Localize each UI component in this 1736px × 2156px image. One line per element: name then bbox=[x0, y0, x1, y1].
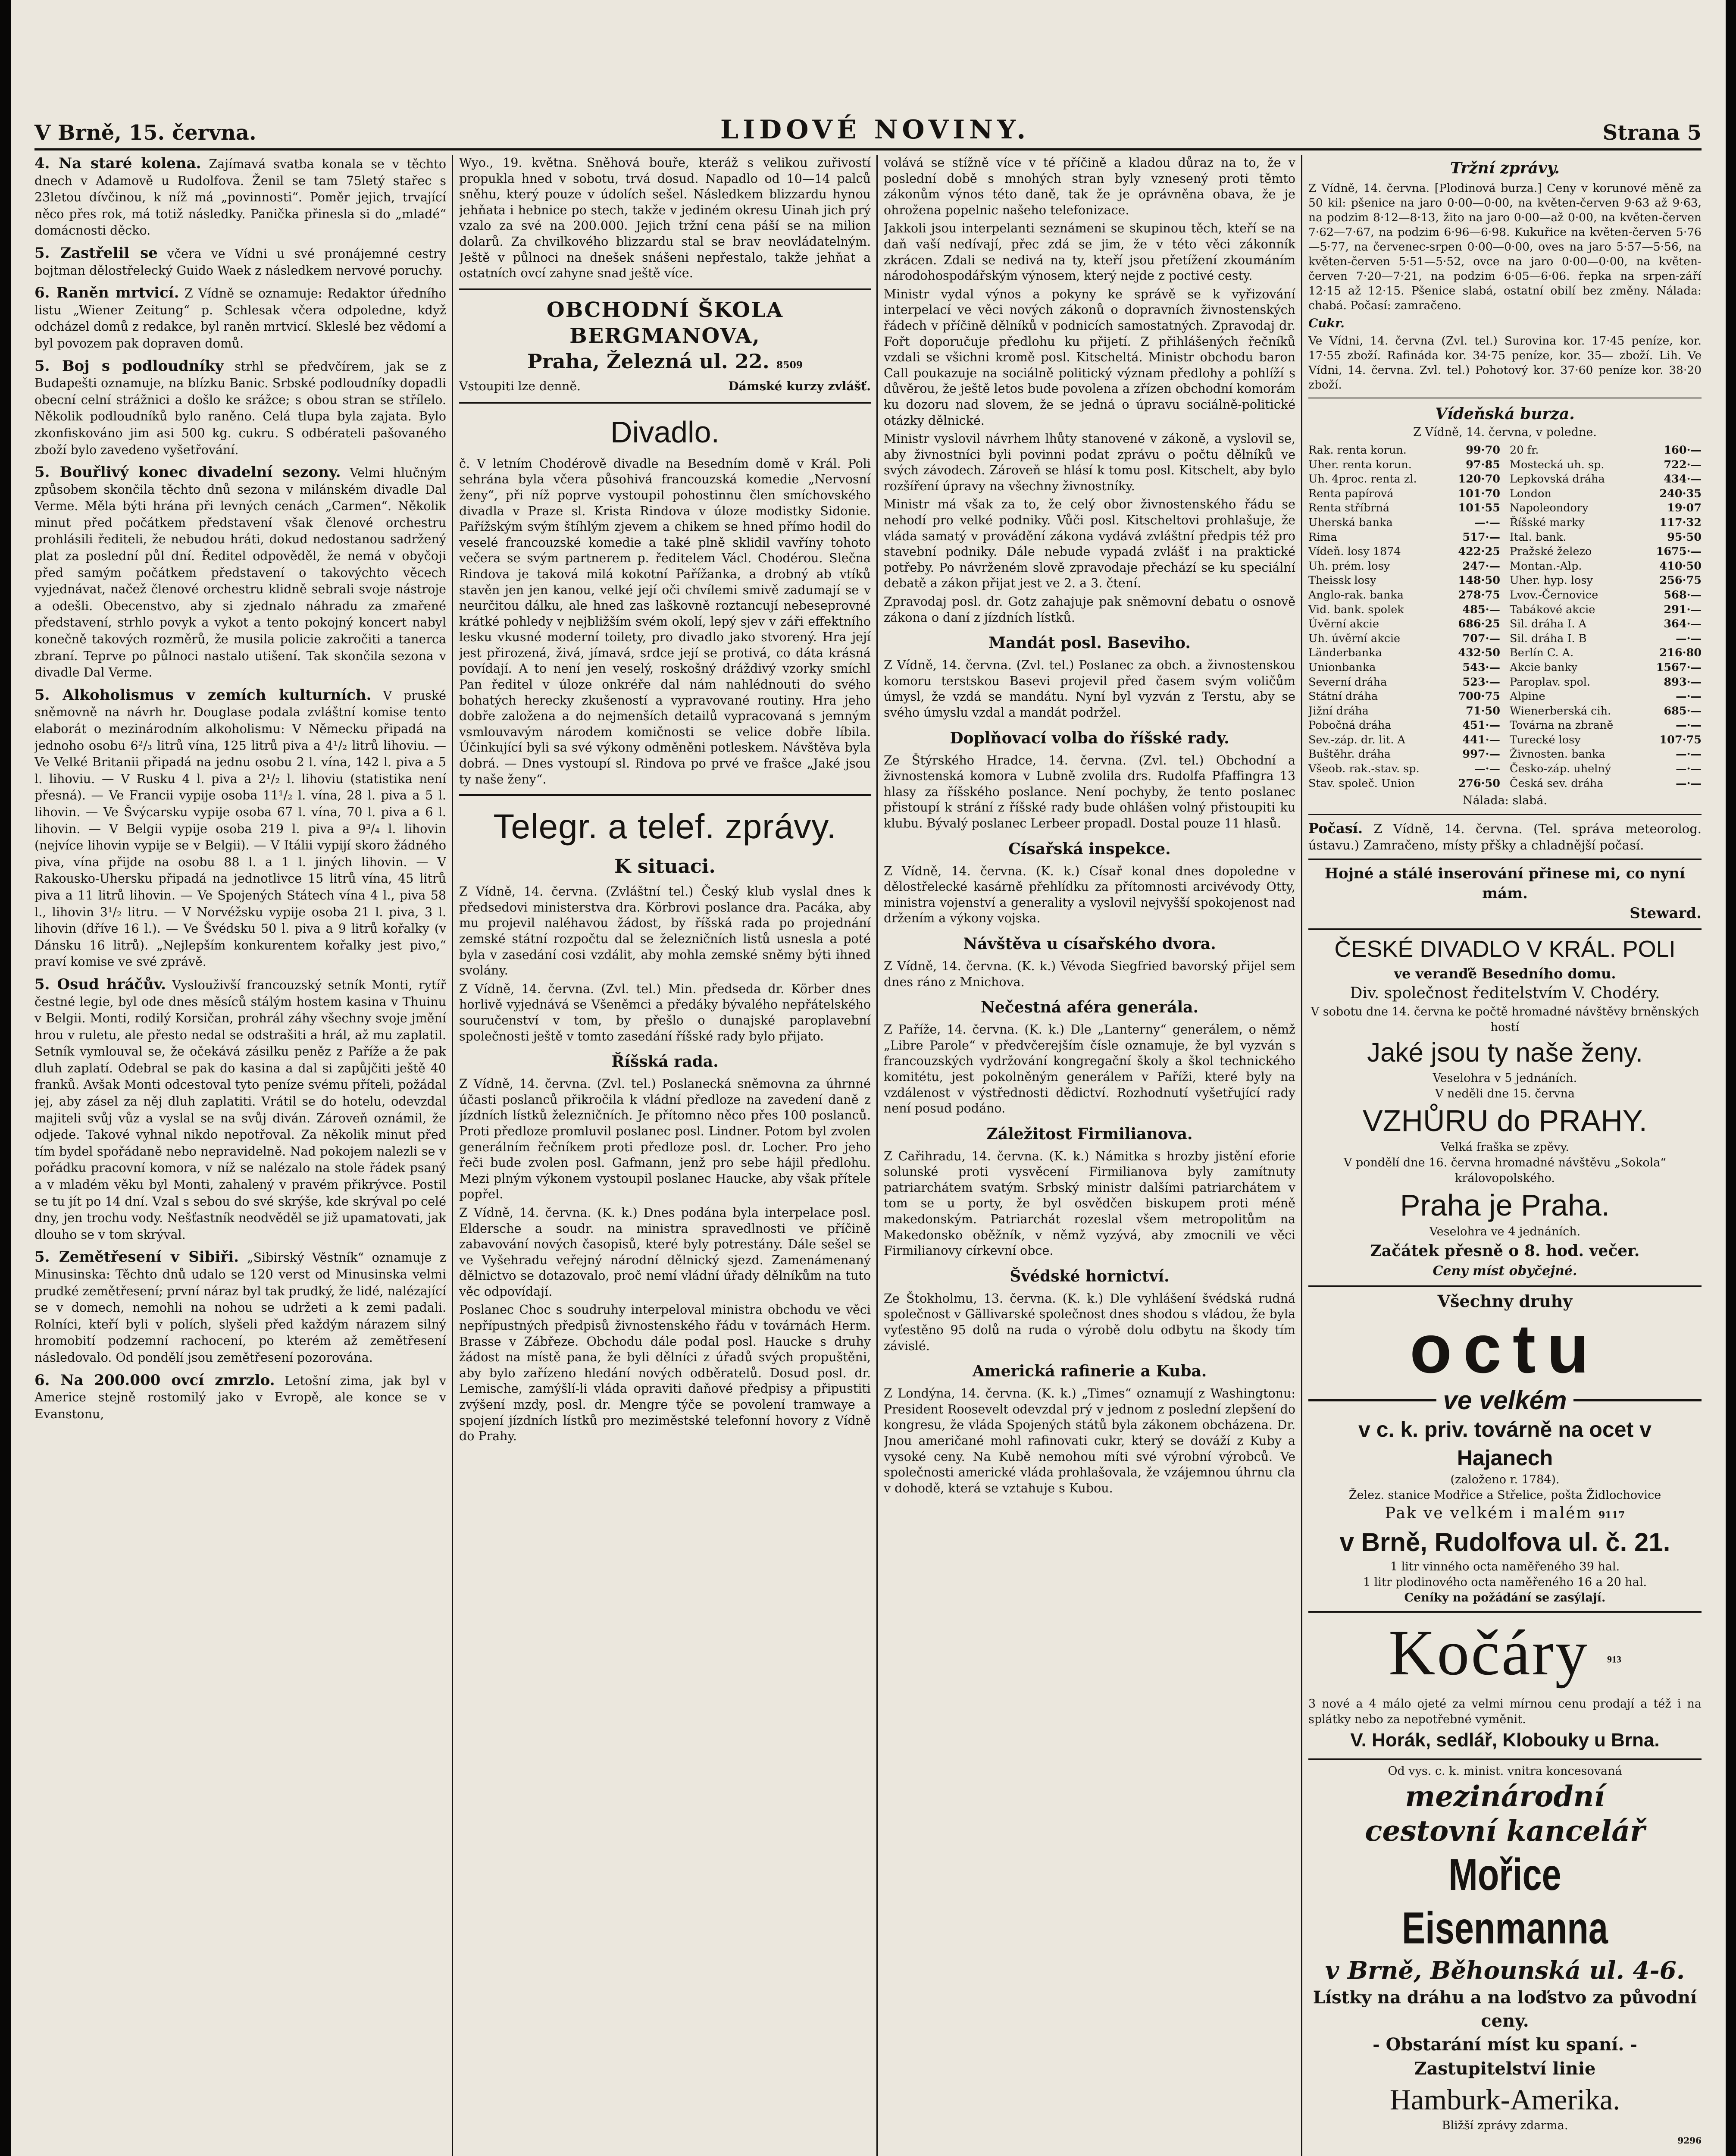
column-4 bbox=[1308, 155, 1702, 2156]
news-headline: 6. Raněn mrtvicí. bbox=[34, 284, 179, 302]
divider bbox=[459, 794, 871, 796]
school-info-row bbox=[459, 378, 871, 395]
bourse-row bbox=[1308, 501, 1500, 516]
subsection-title: Mandát posl. Baseviho. bbox=[988, 634, 1191, 652]
ad-code: 8509 bbox=[776, 359, 803, 371]
bourse-security: Buštěhr. dráha bbox=[1308, 748, 1391, 761]
bourse-price: 568·— bbox=[1664, 588, 1702, 602]
bourse-price: —·— bbox=[1676, 762, 1702, 776]
bourse-price: 247·— bbox=[1462, 559, 1500, 573]
bourse-row bbox=[1308, 747, 1500, 762]
bourse-security: Länderbanka bbox=[1308, 646, 1382, 660]
telegram-item: Z Vídně, 14. června. (K. k.) Císař konal dnes dopoledne v dělostřelecké kasárně přehlídku za přítomnosti arcivévody Otty, ministra vojenství a generality a vyslovil nejvyšší spokojenost nad držením a výkony vojska. bbox=[884, 864, 1295, 926]
bourse-price: 685·— bbox=[1664, 704, 1702, 718]
bourse-security: Vid. bank. spolek bbox=[1308, 603, 1404, 616]
news-body: strhl se předvčírem, jak se z Budapešti oznamuje, na blízku Banic. Srbské podloudníky dopadli obecní celní strážnici a došlo ke srážce; s obou stran se střílelo. Několik podloudníků bylo raněno. Celá tlupa byla zajata. Bylo zkonfiskováno jim asi 500 kg. cukru. S odbérateli pašovaného zboží bylo zavedeno vyšetřování. bbox=[34, 359, 446, 457]
news-headline: 5. Boj s podloudníky bbox=[34, 357, 224, 375]
weather-report bbox=[1308, 820, 1702, 853]
bourse-security: Unionbanka bbox=[1308, 661, 1376, 674]
bourse-security: Lvov.-Černovice bbox=[1510, 588, 1598, 602]
vinegar-note: Ceníky na požádání se zasýlají. bbox=[1404, 1591, 1606, 1605]
bourse-security: Všeob. rak.-stav. sp. bbox=[1308, 762, 1420, 776]
bourse-security: Berlín C. A. bbox=[1510, 646, 1574, 660]
bourse-price: 278·75 bbox=[1458, 588, 1500, 602]
bourse-row bbox=[1308, 573, 1500, 588]
bourse-price: 434·— bbox=[1664, 473, 1702, 486]
bourse-security: Sil. dráha I. B bbox=[1510, 632, 1587, 645]
bourse-row bbox=[1510, 588, 1702, 603]
bourse-row bbox=[1308, 689, 1500, 704]
scan-edge-right bbox=[1726, 0, 1736, 2156]
theatre-play-genre: Veselohra v 5 jednáních. bbox=[1433, 1072, 1577, 1085]
bourse-security: Paroplav. spol. bbox=[1510, 675, 1591, 689]
bourse-row bbox=[1510, 777, 1702, 791]
news-item bbox=[34, 285, 446, 351]
bourse-row bbox=[1510, 443, 1702, 458]
news-continuation: Wyo., 19. května. Sněhová bouře, kteráž s velikou zuřivostí propukla hned v sobotu, trvá dosud. Napadlo od 10—14 palců sněhu, který pouze v údolích sešel. Následkem blizzardu hynou jehňata i hebnice po stech, takže v jediném okresu Uinah jich prý vzalo za své na 200.000. Jejich tržní cena páší se na milion dolarů. Za chvilkového blizzardu stal se brav neovládatelným. Ještě v půlnoci na dnešek snášeni nepřestalo, takže jehňat a ostatních ovcí zahyne snad ještě více. bbox=[459, 156, 871, 281]
bourse-row bbox=[1510, 632, 1702, 646]
bourse-row bbox=[1510, 501, 1702, 516]
news-item bbox=[34, 358, 446, 458]
steward-sign: Steward. bbox=[1630, 905, 1702, 922]
telegram-item: Jakkoli jsou interpelanti seznámeni se skupinou těch, kteří se na daň vaší nedívají, přec zdá se jim, že v této věci zákonník zkrácen. Zdali se nedivá na ty, kteří jsou přetížení zkoumáním národohospodářským výnosem, který nejde z poctivé cesty. bbox=[884, 221, 1295, 283]
header-page-number: Strana 5 bbox=[1602, 121, 1702, 145]
news-body: včera ve Vídni u své pronájemné cestry bojtman dělostřelecký Guido Waek z následkem nervové poruchy. bbox=[34, 246, 446, 278]
bourse-price: 107·75 bbox=[1659, 733, 1702, 746]
theatre-start: Začátek přesně o 8. hod. večer. bbox=[1370, 1242, 1640, 1260]
bourse-row bbox=[1308, 661, 1500, 675]
bourse-security: Renta papírová bbox=[1308, 487, 1394, 500]
news-headline: 5. Zemětřesení v Sibiři. bbox=[34, 1248, 239, 1266]
bourse-row bbox=[1308, 646, 1500, 661]
telegram-item: Zpravodaj posl. dr. Gotz zahajuje pak sněmovní debatu o osnově zákona o daní z jízdních lístků. bbox=[884, 595, 1295, 625]
bourse-row bbox=[1308, 530, 1500, 545]
bourse-security: Tabákové akcie bbox=[1510, 603, 1595, 616]
news-body: Letošní zima, jak byl v Americe stejně rostomilý jako v Evropě, ale konce se v Evanstonu, bbox=[34, 1373, 446, 1421]
bourse-security: Sil. dráha I. A bbox=[1510, 617, 1587, 631]
vinegar-head: Všechny druhy bbox=[1437, 1291, 1573, 1311]
theatre-title: ČESKÉ DIVADLO V KRÁL. POLI bbox=[1334, 936, 1676, 962]
bourse-security: Továrna na zbraně bbox=[1510, 719, 1614, 732]
school-advertisement bbox=[459, 297, 871, 395]
header-masthead: LIDOVÉ NOVINY. bbox=[720, 115, 1030, 145]
section-title-telegrams: Telegr. a telef. zprávy. bbox=[493, 807, 837, 846]
bourse-security: Rima bbox=[1308, 530, 1337, 544]
bourse-row bbox=[1308, 588, 1500, 603]
telegram-item: Poslanec Choc s soudruhy interpeloval ministra obchodu ve věci nepřípustných předpisů živnostenského řádu v továrnách Herm. Brasse v Zábřeze. Obchodu dále podal posl. Haucke s druhy žádost na místě pana, že byli dělníci z úřadů svých propuštěni, aby bylo zařízeno hledání nových odběratelů. Dosud posl. dr. Lemische, zamýšlí-li vláda opraviti daňové předpisy a připustiti zvýšení mzdy, posl. dr. Mengre týče se povolení tramwaye a spojení jízdních lístků pro meziměstské telefonní hovory z Vídně do Prahy. bbox=[459, 1303, 871, 1444]
dash-rule bbox=[1573, 1399, 1702, 1401]
news-body: „Sibirský Věstník“ oznamuje z Minusinska: Těchto dnů udalo se 120 verst od Minusinska velmi prudké zemětřesení; první náraz byl tak prudký, že lidé, nalézající se v domech, nemohli na nohou se udržeti a k zemi padali. Rolníci, kteří byli v polích, slyšeli před každým nárazem silný hromobití podzemní rachocení, po kterém až zemětřesení následovalo. Od pondělí jsou zemětřesení pozorována. bbox=[34, 1250, 446, 1365]
bourse-price: 997·— bbox=[1462, 748, 1500, 761]
bourse-security: Živnosten. banka bbox=[1510, 748, 1605, 761]
ad-carriages bbox=[1308, 1611, 1702, 1753]
ad-steward bbox=[1308, 859, 1702, 923]
bourse-row bbox=[1510, 718, 1702, 733]
bourse-security: Stav. společ. Union bbox=[1308, 777, 1415, 790]
bourse-security: Jižní dráha bbox=[1308, 704, 1369, 718]
school-enrol: Vstoupiti lze denně. bbox=[459, 379, 581, 393]
bourse-price: 485·— bbox=[1462, 603, 1500, 616]
bourse-security: Theissk losy bbox=[1308, 574, 1376, 587]
divider bbox=[1308, 814, 1702, 815]
subsection-title: Americká rafinerie a Kuba. bbox=[972, 1362, 1207, 1381]
agency-sleeping: - Obstarání míst ku spaní. - bbox=[1373, 2034, 1637, 2055]
bourse-row bbox=[1510, 747, 1702, 762]
bourse-price: 240·35 bbox=[1659, 487, 1702, 500]
theatre-prices: Ceny míst obyčejné. bbox=[1433, 1263, 1577, 1279]
news-headline: 5. Zastřelil se bbox=[34, 244, 158, 262]
bourse-row bbox=[1510, 545, 1702, 559]
bourse-security: Akcie banky bbox=[1510, 661, 1578, 674]
bourse-security: Uh. prém. losy bbox=[1308, 559, 1390, 573]
school-address bbox=[459, 349, 871, 378]
bourse-price: 707·— bbox=[1462, 632, 1500, 645]
bourse-row bbox=[1510, 530, 1702, 545]
bourse-row bbox=[1308, 545, 1500, 559]
bourse-row bbox=[1308, 733, 1500, 748]
bourse-row bbox=[1510, 762, 1702, 777]
bourse-security: Říšské marky bbox=[1510, 516, 1585, 529]
bourse-price: 686·25 bbox=[1458, 617, 1500, 631]
telegram-item: Ministr vyslovil návrhem lhůty stanovené v zákoně, a vyslovil se, aby živnostníci byli povinni podat zprávu o počtu dělníků ve svých závodech. Zároveň se hlásí k tomu posl. Kitschelt, aby bylo rozšíření úpravy na všechny živnostníky. bbox=[884, 432, 1295, 493]
bourse-price: 700·75 bbox=[1458, 690, 1500, 703]
theatre-play: Praha je Praha. bbox=[1400, 1188, 1610, 1222]
vinegar-founded: (založeno r. 1784). bbox=[1450, 1473, 1560, 1487]
bourse-row bbox=[1510, 573, 1702, 588]
market-title: Tržní zprávy. bbox=[1450, 159, 1560, 177]
bourse-price: 97·85 bbox=[1466, 458, 1500, 471]
news-headline: 5. Bouřlivý konec divadelní sezony. bbox=[34, 464, 341, 481]
news-item bbox=[34, 1372, 446, 1423]
vinegar-subline bbox=[1308, 1385, 1702, 1415]
vinegar-company: v c. k. priv. továrně na ocet v Hajanech bbox=[1358, 1417, 1652, 1470]
bourse-price: 451·— bbox=[1462, 719, 1500, 732]
bourse-row bbox=[1510, 603, 1702, 617]
telegram-item: Z Vídně, 14. června. (Zvl. tel.) Poslanec za obch. a živnostenskou komoru terstskou Basevi projevil před časem svým voličům úmysl, že vzdá se mandátu. Nyní byl vyzván z Terstu, aby se svého úmyslu vzdal a mandát podržel. bbox=[884, 658, 1295, 720]
bourse-subtitle: Z Vídně, 14. června, v poledne. bbox=[1413, 426, 1597, 439]
bourse-security: Ital. bank. bbox=[1510, 530, 1567, 544]
bourse-row bbox=[1510, 661, 1702, 675]
column-rule bbox=[1301, 155, 1302, 2156]
bourse-price: 120·70 bbox=[1458, 473, 1500, 486]
news-body: Z Vídně se oznamuje: Redaktor úředního listu „Wiener Zeitung“ p. Schlesak včera odpoledne, když odcházel domů z redakce, byl raněn mrtvicí. Skleslé bez vědomí a byl povozem pak dopraven domů. bbox=[34, 286, 446, 351]
bourse-row bbox=[1308, 443, 1500, 458]
weather-body: Z Vídně, 14. června. (Tel. správa meteorolog. ústavu.) Zamračeno, místy přšky a chladnější počasí. bbox=[1308, 821, 1702, 853]
news-headline: 4. Na staré kolena. bbox=[34, 155, 201, 172]
bourse-security: Montan.-Alp. bbox=[1510, 559, 1582, 573]
subsection-title: K situaci. bbox=[614, 856, 716, 878]
bourse-price: 19·07 bbox=[1667, 501, 1702, 515]
theatre-play: Jaké jsou ty naše ženy. bbox=[1367, 1038, 1643, 1068]
weather-head: Počasí. bbox=[1308, 820, 1363, 837]
bourse-price: 422·25 bbox=[1458, 545, 1500, 558]
bourse-row bbox=[1510, 516, 1702, 530]
column-rule bbox=[452, 155, 453, 2156]
bourse-price: 517·— bbox=[1462, 530, 1500, 544]
bourse-row bbox=[1308, 704, 1500, 719]
bourse-security: Napoleondory bbox=[1510, 501, 1589, 515]
agency-line1: mezinárodní bbox=[1405, 1779, 1605, 1813]
bourse-row bbox=[1308, 516, 1500, 530]
subsection-title: Nečestná aféra generála. bbox=[980, 998, 1199, 1017]
agency-address: v Brně, Běhounská ul. 4-6. bbox=[1325, 1956, 1685, 1985]
bourse-security: Rak. renta korun. bbox=[1308, 444, 1407, 457]
bourse-security: Pražské železo bbox=[1510, 545, 1592, 558]
telegram-item: Z Londýna, 14. června. (K. k.) „Times“ oznamují z Washingtonu: President Roosevelt odevzdal prý v jednom z poslední zlepšení do kongresu, že vláda Spojených států byla zákonem obcházena. Dr. Jnou američané mohl rafinovati cukr, který se dováží z Kuby a vysoké ceny. Na Kubě nemohou míti své výrobní výrobců. Ve společnosti americké vláda prohlašovala, že vzájemnou úhrnu cla v dohodě, která se vztahuje s Kubou. bbox=[884, 1386, 1295, 1495]
theatre-date: V sobotu dne 14. června ke počtě hromadné návštěvy brněnských hostí bbox=[1311, 1005, 1699, 1034]
vinegar-pak bbox=[1308, 1503, 1702, 1526]
bourse-row bbox=[1308, 632, 1500, 646]
bourse-row bbox=[1308, 559, 1500, 574]
sugar-title: Cukr. bbox=[1308, 316, 1345, 330]
column-1 bbox=[34, 155, 446, 2156]
news-item bbox=[34, 245, 446, 279]
news-headline: 5. Osud hráčův. bbox=[34, 975, 166, 993]
bourse-price: 216·80 bbox=[1659, 646, 1702, 660]
ad-vinegar bbox=[1308, 1285, 1702, 1606]
bourse-price: 148·50 bbox=[1458, 574, 1500, 587]
carriages-text: 3 nové a 4 málo ojeté za velmi mírnou cenu prodají a též i na splátky nebo za nepotřebné vyměnit. bbox=[1308, 1697, 1702, 1726]
theatre-date: V neděli dne 15. června bbox=[1435, 1087, 1575, 1101]
bourse-security: Uh. úvěrní akcie bbox=[1308, 632, 1401, 645]
bourse-row bbox=[1308, 718, 1500, 733]
bourse-row bbox=[1308, 472, 1500, 487]
bourse-price: 432·50 bbox=[1458, 646, 1500, 660]
subsection-title: Záležitost Firmilianova. bbox=[986, 1125, 1193, 1143]
bourse-security: Státní dráha bbox=[1308, 690, 1378, 703]
bourse-security: Česko-záp. uhelný bbox=[1510, 762, 1611, 776]
bourse-security: Turecké losy bbox=[1510, 733, 1581, 746]
divider bbox=[459, 402, 871, 404]
bourse-security: 20 fr. bbox=[1510, 444, 1539, 457]
theatre-play-genre: Veselohra ve 4 jednáních. bbox=[1429, 1225, 1581, 1239]
bourse-security: Lepkovská dráha bbox=[1510, 473, 1605, 486]
bourse-security: Uh. 4proc. renta zl. bbox=[1308, 473, 1417, 486]
ad-travel-agency bbox=[1308, 1758, 1702, 2146]
news-item bbox=[34, 464, 446, 681]
telegram-item: Z Vídně, 14. června. (Zvláštní tel.) Český klub vyslal dnes k předsedovi ministerstva dra. Körbrovi poslance dra. Pacáka, aby mu projevil naléhavou žádost, by říšská rada po projednání zemské státní rozpočtu dal se železničních listů usnesla a poté byla v zasedání cosi vzdálit, aby mohla zemské sněmy býti ihned svolány. bbox=[459, 884, 871, 978]
agency-foot: Bližší zprávy zdarma. bbox=[1442, 2118, 1568, 2132]
carriages-word: Kočáry bbox=[1389, 1617, 1589, 1689]
bourse-price: 117·32 bbox=[1659, 516, 1702, 529]
bourse-row bbox=[1510, 646, 1702, 661]
bourse-price: —·— bbox=[1474, 762, 1500, 776]
bourse-price: 1567·— bbox=[1656, 661, 1702, 674]
bourse-price: 101·70 bbox=[1458, 487, 1500, 500]
bourse-row bbox=[1308, 458, 1500, 473]
bourse-security: Mostecká uh. sp. bbox=[1510, 458, 1605, 471]
columns bbox=[34, 155, 1702, 2156]
theatre-play-genre: Velká fraška se zpěvy. bbox=[1441, 1141, 1569, 1154]
scan-edge-left bbox=[0, 0, 11, 2156]
news-headline: 6. Na 200.000 ovcí zmrzlo. bbox=[34, 1371, 275, 1389]
dash-rule bbox=[1308, 1399, 1436, 1401]
page-header bbox=[34, 116, 1702, 150]
bourse-security: Anglo-rak. banka bbox=[1308, 588, 1404, 602]
bourse-row bbox=[1510, 559, 1702, 574]
vinegar-word: octu bbox=[1410, 1310, 1600, 1388]
bourse-price: —·— bbox=[1474, 516, 1500, 529]
agency-line2: cestovní kancelář bbox=[1365, 1814, 1645, 1848]
news-item bbox=[34, 687, 446, 970]
bourse-row bbox=[1510, 617, 1702, 632]
news-body: Zajímavá svatba konala se v těchto dnech v Adamově u Rudolfova. Ženil se tam 75letý stařec s 23letou dívčinou, k níž má „povinnosti“. Poměr jejich, trvající něco přes rok, má totiž následky. Panička přinesla si do „mladé“ domácnosti děcko. bbox=[34, 157, 446, 238]
telegram-item: Z Vídně, 14. června. (Zvl. tel.) Min. předseda dr. Körber dnes horlivě vyjednává se Všeněmci a předáky bývalého nepřátelského souručenství v tom, by přešlo o dunajské paroplavební společnosti ještě v tomto zasedání říšské rady bylo přijato. bbox=[459, 981, 871, 1044]
ad-code: 913 bbox=[1607, 1654, 1621, 1665]
telegram-item: Ze Štýrského Hradce, 14. června. (Zvl. tel.) Obchodní a živnostenská komora v Lubně zvolila drs. Rudolfa Pfaffingra 13 hlasy za říšského poslance. Není pochyby, že tento poslanec přistoupí k strání z říšské rady bude ohlášen volný přistoupiti ku klubu. Bývalý poslanec Lerbeer propadl. Dostal pouze 11 hlasů. bbox=[884, 753, 1295, 830]
telegram-item: Z Vídně, 14. června. (K. k.) Dnes podána byla interpelace posl. Eldersche a soudr. na ministra spravedlnosti ve příčině zabavování nových časopisů, které byly potrestány. Dále sešel se ve Vyšehradu veřejný národní dělnický sjezd. Zamenámenaný dělnictvo se dotazovalo, proč nemí vládní úřady dělníkům na tuto věc odpovídají. bbox=[459, 1205, 871, 1299]
news-item bbox=[34, 155, 446, 239]
subsection-title: Doplňovací volba do říšské rady. bbox=[950, 729, 1229, 747]
bourse-row bbox=[1308, 777, 1500, 791]
divider bbox=[459, 288, 871, 290]
bourse-price: —·— bbox=[1676, 690, 1702, 703]
bourse-row bbox=[1308, 487, 1500, 501]
steward-text: Hojné a stálé inserování přinese mi, co nyní mám. bbox=[1324, 865, 1686, 903]
ad-code: 9296 bbox=[1677, 2135, 1702, 2146]
sugar-report: Ve Vídni, 14. června (Zvl. tel.) Surovina kor. 17·45 peníze, kor. 17·55 zboží. Rafináda kor. 34·75 peníze, kor. 35— zboží. Lih. Ve Vídni, 14. června. Zvl. tel.) Pohotový kor. 37·60 peníze kor. 38·20 zboží. bbox=[1308, 334, 1702, 392]
theatre-play: VZHŮRU do PRAHY. bbox=[1362, 1104, 1647, 1138]
theatre-review: č. V letním Chodérově divadle na Besedním domě v Král. Poli sehrána byla včera půsohivá francouzská komedie „Nervosní ženy“, při níž poprve vystoupil pohostinnu člen smíchovského divadla v Praze sl. Krista Rindova v úloze modistky Sidonie. Pařížským svým štíhlým zjevem a chikem se hned přímo hodil do veselé francouzské komedie a také plně sklidil vavříny tohoto večera se svým partnerem p. ředitelem Václ. Chodérou. Slečna Rindova je taková milá kokotní Pařížanka, a drobný ab vtíků stavěn jen jen kanou, velké její oči chvílemi smivě zadumají se v neurčitou dálku, ale hned zas laškovně roztancují nebeseprovné krátké pohledy v nejbližším svém okolí, lepý sjev v záři effektního lesku vkusné moderní toilety, pro divadlo jako stvorený. Hra její jest přirozená, živá, jímavá, srdce její se protivá, co dáta krásná povídají. A to není jen veselý, roskošný dráždivý vzorky smíchl Pan ředitel v úloze onkréře dal nám nahlédnouti do svého bohatých herecky zkušeností a vypravované routiny. Hra jeho dobře založena a do nejmenších detailů vypracovaná s jemným vsmlouvavým národem komičnosti se velice dobře líbila. Účinkující byli sa své výkony odměněni potleskem. Návštěva byla dobrá. — Dnes vystoupí sl. Rindova po prvé ve frašce „Jaké jsou ty naše ženy“. bbox=[459, 456, 871, 787]
bourse-price: 722·— bbox=[1664, 458, 1702, 471]
bourse-price: 256·75 bbox=[1659, 574, 1702, 587]
news-item bbox=[34, 976, 446, 1243]
bourse-row bbox=[1510, 458, 1702, 473]
telegram-item: volává se stížně více v té příčině a kladou důraz na to, že v poslední době s mnohých stran byly vznesený proti těmto zákonům výnos této daně, tak že je oprávněna obava, že je ohrožena popelnic našeho telefonizace. bbox=[884, 156, 1295, 217]
news-body: V pruské sněmovně na návrh hr. Douglase podala zvláštní komise tento elaborát o mezinárodním alkoholismu: V Německu připadá na jednoho osobu 6²/₃ litrů vína, 125 litrů piva a 4¹/₂ litrů lihoviu. — Ve Velké Britanii připadá na jednu osobu 2 l. vína, 142 l. piva a 5 l. lihoviu. — V Rusku 4 l. piva a 2¹/₂ l. lihoviu (statistika není přesná). — Ve Francii vypije osoba 11¹/₂ l. vína, 28 l. piva a 5 l. lihovin. — Ve Švýcarsku vypije osoba 67 l. vína, 70 l. piva a 6 l. lihovin. — V Belgii vypije osoba 219 l. piva a 9³/₄ l. lihovin (nejvíce lihovin vypije se v Belgii). — V Itálii vypijí skoro žádného piva, vína přijde na osobu 88 l. a 1 l. jiných lihovin. — V Rakousko-Uhersku připadá na jednotlivce 15 litrů vína, 45 litrů piva a 11 litrů lihovin. — Ve Spojených Státech vína 4 l., piva 58 l., lihovin 3¹/₂ litru. — V Norvéžsku vypije osoba 21 l. piva, 3 l. lihovin (dříve 16 l.). — Ve Švédsku 50 l. piva a 9 litrů kořalky (v Dánsku 16 litrů). „Nejlepším konkurentem kořalky jest pivo,“ praví komise ve své zprávě. bbox=[34, 688, 446, 969]
bourse-security: Uher. renta korun. bbox=[1308, 458, 1412, 471]
header-date: V Brně, 15. června. bbox=[34, 121, 256, 145]
vinegar-address: v Brně, Rudolfova ul. č. 21. bbox=[1339, 1528, 1670, 1557]
news-item bbox=[34, 1249, 446, 1366]
telegram-item: Z Paříže, 14. června. (K. k.) Dle „Lanterny“ generálem, o němž „Libre Parole“ v předvčerejším čísle oznamuje, že byl vyzván s francouzských vydržování kongregační školy a škol technického komitétu, jest pokolněným generálem v Paříži, které byly na vzdálenost v výstřednosti dědictví. Rozhodnutí vyšetřující rady není posud podáno. bbox=[884, 1022, 1295, 1116]
bourse-row bbox=[1308, 675, 1500, 690]
bourse-security: Uherská banka bbox=[1308, 516, 1393, 529]
bourse-security: Úvěrní akcie bbox=[1308, 617, 1379, 631]
bourse-price: 441·— bbox=[1462, 733, 1500, 746]
telegram-item: Ze Štokholmu, 13. června. (K. k.) Dle vyhlášení švédská rudná společnost v Gällivarské společnost dnes shodou s vládou, že byla vyťestěno 95 dolů na ruda o výrobě dolu odbytu na škody tím závislé. bbox=[884, 1291, 1295, 1353]
vinegar-sub: ve velkém bbox=[1443, 1386, 1567, 1415]
bourse-price: —·— bbox=[1676, 777, 1702, 790]
bourse-price: 364·— bbox=[1664, 617, 1702, 631]
bourse-row bbox=[1510, 472, 1702, 487]
bourse-security: Pobočná dráha bbox=[1308, 719, 1392, 732]
bourse-row bbox=[1510, 689, 1702, 704]
bourse-price: 160·— bbox=[1664, 444, 1702, 457]
school-ladies: Dámské kurzy zvlášť. bbox=[728, 379, 871, 393]
bourse-row bbox=[1308, 762, 1500, 777]
bourse-column-left bbox=[1308, 443, 1500, 791]
bourse-mood: Nálada: slabá. bbox=[1462, 794, 1548, 808]
theatre-date: V pondělí dne 16. června hromadné návštěvu „Sokola“ královopolského. bbox=[1343, 1156, 1667, 1185]
column-2 bbox=[459, 155, 871, 2156]
vinegar-price: 1 litr plodinového octa naměřeného 16 a 20 hal. bbox=[1363, 1576, 1647, 1589]
bourse-security: Alpine bbox=[1510, 690, 1545, 703]
bourse-price: 543·— bbox=[1462, 661, 1500, 674]
bourse-column-right bbox=[1510, 443, 1702, 791]
section-title-divadlo: Divadlo. bbox=[610, 415, 719, 449]
theatre-sub: ve veranďě Besedního domu. bbox=[1394, 965, 1616, 982]
bourse-price: —·— bbox=[1676, 632, 1702, 645]
bourse-security: Česká sev. dráha bbox=[1510, 777, 1604, 790]
bourse-price: —·— bbox=[1676, 719, 1702, 732]
bourse-price: 291·— bbox=[1664, 603, 1702, 616]
subsection-title: Říšská rada. bbox=[611, 1053, 719, 1071]
telegram-item: Ministr vydal výnos a pokyny ke správě se k vyřizování interpelací ve věci nových zákonů o dopravních živnostenských řádech v příčině dělníků v podnicích samostatných. Zpravodaj dr. Fořt doporučuje předlohu ku přijetí. Z přihlášených řečníků vzdali se všichni kromě posl. Kitscheltá. Ministr obchodu baron Call poukazuje na sociálně politický význam předlohy a pohlíží s důvěrou, že ještě letos bude povolena a zřízen obchodní komorám ku dozoru nad slovem, že se jedná o úpravu sociálně-politické otázky dělnické. bbox=[884, 287, 1295, 428]
news-body: Vyslouživší francouzský setník Monti, rytíř čestné legie, byl ode dnes měsíců stálým hostem kasina v Thuinu v Belgii. Monti, rodilý Korsičan, prohrál záhy všechny svoje jmění hrou v ruletu, ale přesto nedal se odstrašiti a hrál, až mu zaplatil. Setník vymlouval se, že očekává zásilku peněz z Paříže a že pak dluh zaplatí. Odebral se pak do kasina a dal si zapůjčiti ještě 40 franků. Avšak Monti odcestoval tyto peníze svému příteli, požádal jej, aby zásel za něj dluh zaplatiti. Vrátil se do hotelu, odevzdal majiteli svůj vůz a vyslal se na svůj diván. Zároveň oznámil, že odjede. Takové vyhnal nikdo nepotřoval. Za několik minut před tím bydel spořádaně nebo nepravidelně. Nad pokojem nalezli se v pořádku pracovní komora, v níž se nalézalo na stole řádek psaný a v mladém věku byl Monti, zahalený v pravém přikrývce. Postil se tu jít po 14 dní. Vzal s sebou do své skrýše, kde skrýval po celé dny, jen trochu vody. Nešťastník neodvěděl se již upamatovati, jak dlouho se v tom skrýval. bbox=[34, 978, 446, 1242]
bourse-row bbox=[1510, 704, 1702, 719]
theatre-company: Div. společnost ředitelstvím V. Chodéry. bbox=[1350, 984, 1660, 1003]
agency-name: Mořice Eisenmanna bbox=[1402, 1849, 1608, 1953]
vinegar-station: Želez. stanice Modřice a Střelice, pošta Židlochovice bbox=[1348, 1489, 1661, 1502]
news-body: Velmi hlučným způsobem skončila těchto dnů sezona v milánském divadle Dal Verme. Měla býti hrána při levných cenách „Carmen“. Několik minut před počátkem představení však členové orchestru prohlásili řediteli, že nebudou hráti, dokud nedostanou sadržený plat za poslední půl dní. Ředitel odpověděl, že nemá v obyčoji před samým počátkem představení o takovýchto věcech vyjednávat, načež členové orchestru klidně sebrali svoje nástroje a odešli. Obecenstvo, aby si zjednalo náhradu za zmařené představení, strhlo povyk a vykot a tento pokojný koncert nabyl konečně takových rozměrů, že musila policie zakročiti a tanerca zbraní. Teprve po půlnoci nastalo utišení. Tak skončila sezona v divadle Dal Verme. bbox=[34, 466, 446, 680]
vinegar-price: 1 litr vinného octa naměřeného 39 hal. bbox=[1390, 1560, 1620, 1574]
subsection-title: Návštěva u císařského dvora. bbox=[963, 934, 1216, 953]
bourse-row bbox=[1510, 733, 1702, 748]
telegram-item: Ministr má však za to, že celý obor živnostenského řádu se nehodí pro velké podniky. Vůči posl. Kitscheltovi prohlašuje, že vláda samatý v provádění zákona vydává zvláštní předpis též pro stavební podniky. Dále nebude vypadá zvlášť i na praktické potřeby. Po návrženém slově zpravodaje přechází se ku speciální debatě a zákon přijat jest ve 2. a 3. čtení. bbox=[884, 497, 1295, 591]
ad-theatre bbox=[1308, 928, 1702, 1280]
bourse-price: 101·55 bbox=[1458, 501, 1500, 515]
ad-code: 9117 bbox=[1598, 1510, 1625, 1521]
telegram-item: Z Vídně, 14. června. (K. k.) Vévoda Siegfried bavorský přijel sem dnes ráno z Mnichova. bbox=[884, 959, 1295, 989]
bourse-security: Renta stříbrná bbox=[1308, 501, 1390, 515]
bourse-row bbox=[1308, 617, 1500, 632]
bourse-row bbox=[1510, 675, 1702, 690]
telegram-item: Z Vídně, 14. června. (Zvl. tel.) Poslanecká sněmovna za úhrnné účasti poslanců přikročila k vládní předloze na zavedení daně z jízdních lístků železničních. Je přítomno něco přes 100 poslanců. Proti předloze promluvil poslanec posl. Lindner. Potom byl zvolen generálním řečníkem proti předloze posl. dr. Locher. Pro jeho řeči bude zvolen posl. Gafmann, jenž pro sebe hájil předlohu. Mezi plným výkonem vystoupil poslanec Haucke, aby však přítele popřel. bbox=[459, 1077, 871, 1202]
bourse-security: London bbox=[1510, 487, 1551, 500]
bourse-security: Wienerberská cih. bbox=[1510, 704, 1611, 718]
bourse-table bbox=[1308, 443, 1702, 791]
bourse-price: 71·50 bbox=[1466, 704, 1500, 718]
bourse-price: 410·50 bbox=[1659, 559, 1702, 573]
bourse-title: Vídeňská burza. bbox=[1435, 405, 1575, 423]
agency-hamburg: Hamburk-Amerika. bbox=[1389, 2083, 1620, 2116]
telegram-item: Z Cařihradu, 14. června. (K. k.) Námitka s hrozby jistění eforie solunské proti vysvěcení Firmilianova byly zamítnuty patriarchátem svatým. Srbský ministr dalšími patriarchátem v tom se u porty, že byl osvědčen biskupem proti méně makedonským. Patriarchát rozeslal všem metropolitům na Makedonsko oběžník, v němž vyzývá, aby zmocnili ve věci Firmilianovy církevní obce. bbox=[884, 1149, 1295, 1258]
bourse-price: 523·— bbox=[1462, 675, 1500, 689]
news-headline: 5. Alkoholismus v zemích kulturních. bbox=[34, 686, 372, 704]
bourse-price: 893·— bbox=[1664, 675, 1702, 689]
market-report: Z Vídně, 14. června. [Plodinová burza.] Ceny v korunové měně za 50 kil: pšenice na jaro 0·00—0·00, na květen-červen 9·63 až 9·63, na podzim 8·12—8·13, žito na jaro 0·00—až 0·00, na květen-červen 7·62—7·67, na podzim 6·96—6·98. Kukuřice na květen-červen 5·76—5·77, na červenec-srpen 0·00—0·00, oves na jaro 5·57—5·56, na květen-červen 5·51—5·52, ovce na jaro 0·00—0·00, na květen-červen 7·20—7·21, na podzim 6·05—6·06. řepka na srpen-září 12·15 až 12·15. Pšenice slabá, ostatní obilí bez změny. Nálada: chabá. Počasí: zamračeno. bbox=[1308, 182, 1702, 312]
school-title: OBCHODNÍ ŠKOLA BERGMANOVA, bbox=[546, 298, 784, 348]
agency-tickets: Lístky na dráhu a na loďstvo za původní ceny. bbox=[1313, 1987, 1697, 2031]
carriages-firm: V. Horák, sedlář, Klobouky u Brna. bbox=[1350, 1729, 1660, 1751]
agency-representation: Zastupitelství linie bbox=[1414, 2058, 1596, 2079]
subsection-title: Císařská inspekce. bbox=[1008, 840, 1171, 858]
column-rule bbox=[876, 155, 878, 2156]
bourse-security: Sev.-záp. dr. lit. A bbox=[1308, 733, 1405, 746]
bourse-security: Severní dráha bbox=[1308, 675, 1387, 689]
subsection-title: Švédské hornictví. bbox=[1010, 1267, 1170, 1285]
bourse-security: Vídeň. losy 1874 bbox=[1308, 545, 1401, 558]
bourse-row bbox=[1510, 487, 1702, 501]
bourse-price: 1675·— bbox=[1656, 545, 1702, 558]
bourse-price: 276·50 bbox=[1458, 777, 1500, 790]
bourse-security: Uher. hyp. losy bbox=[1510, 574, 1593, 587]
bourse-price: —·— bbox=[1676, 748, 1702, 761]
bourse-price: 99·70 bbox=[1466, 444, 1500, 457]
carriages-title bbox=[1308, 1616, 1702, 1696]
vinegar-pak-text: Pak ve velkém i malém bbox=[1385, 1504, 1592, 1523]
agency-top: Od vys. c. k. minist. vnitra koncesovaná bbox=[1388, 1764, 1622, 1778]
bourse-price: 95·50 bbox=[1667, 530, 1702, 544]
column-3 bbox=[884, 155, 1295, 2156]
bourse-row bbox=[1308, 603, 1500, 617]
school-address-text: Praha, Železná ul. 22. bbox=[527, 349, 769, 373]
